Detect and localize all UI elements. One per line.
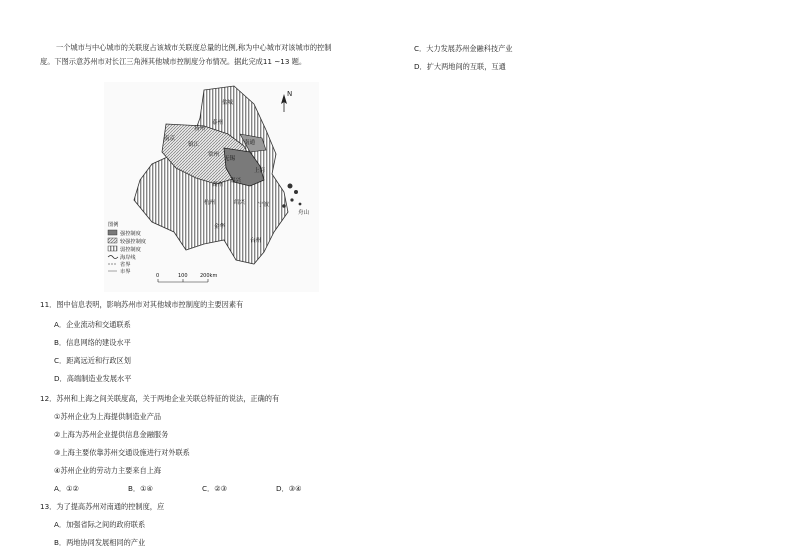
intro-line-2: 度。下图示意苏州市对长江三角洲其他城市控制度分布情况。据此完成11 ~13 题。 bbox=[40, 57, 307, 66]
q13-option-c: C．大力发展苏州金融科技产业 bbox=[414, 44, 513, 53]
q12-statement-4: ④苏州企业的劳动力主要来自上海 bbox=[54, 466, 162, 475]
legend-item: 较强控制度 bbox=[120, 239, 146, 245]
q12-choice-d: D．③④ bbox=[276, 484, 302, 493]
q11-option-a: A．企业流动和交通联系 bbox=[54, 320, 131, 329]
city-label: 绍兴 bbox=[234, 200, 246, 206]
q11-stem: 11．图中信息表明，影响苏州市对其他城市控制度的主要因素有 bbox=[40, 300, 244, 309]
legend-title: 图例 bbox=[108, 222, 119, 228]
q13-stem: 13．为了提高苏州对南通的控制度，应 bbox=[40, 502, 165, 511]
city-label: 镇江 bbox=[188, 142, 200, 148]
city-label: 嘉兴 bbox=[230, 178, 242, 184]
city-label: 上海 bbox=[254, 168, 266, 174]
city-label: 泰州 bbox=[212, 120, 224, 126]
q11-option-d: D．高端制造业发展水平 bbox=[54, 374, 132, 383]
city-label: 南通 bbox=[244, 140, 256, 146]
svg-text:100: 100 bbox=[178, 273, 188, 279]
intro-line-1: 一个城市与中心城市的关联度占该城市关联度总量的比例,称为中心城市对该城市的控制 bbox=[56, 43, 332, 52]
legend-item: 市界 bbox=[120, 269, 131, 275]
q13-option-d: D．扩大两地间的互联，互通 bbox=[414, 62, 506, 71]
q12-statement-2: ②上海为苏州企业提供信息金融服务 bbox=[54, 430, 169, 439]
q12-statement-1: ①苏州企业为上海提供制造业产品 bbox=[54, 412, 162, 421]
q12-choice-a: A．①② bbox=[54, 484, 79, 493]
city-label: 宁波 bbox=[258, 202, 270, 208]
q13-option-a: A．加强省际之间的政府联系 bbox=[54, 520, 146, 529]
yangtze-delta-map bbox=[104, 82, 319, 292]
legend-item: 弱控制度 bbox=[120, 247, 141, 253]
q12-stem: 12．苏州和上海之间关联度高，关于两地企业关联总特征的说法，正确的有 bbox=[40, 394, 280, 403]
city-label: 台州 bbox=[250, 238, 262, 244]
city-label: 湖州 bbox=[212, 182, 224, 188]
legend-item: 海岸线 bbox=[120, 255, 136, 261]
legend-item: 强控制度 bbox=[120, 231, 141, 237]
q12-choice-b: B．①④ bbox=[128, 484, 154, 493]
city-label: 盐城 bbox=[222, 100, 234, 106]
north-label: N bbox=[287, 90, 293, 98]
q11-option-c: C．距离远近和行政区划 bbox=[54, 356, 131, 365]
city-label: 无锡 bbox=[224, 156, 236, 162]
legend-item: 省界 bbox=[120, 262, 131, 268]
intro-paragraph bbox=[40, 41, 380, 69]
city-label: 舟山 bbox=[298, 210, 310, 216]
svg-text:0: 0 bbox=[156, 273, 160, 279]
city-label: 杭州 bbox=[204, 200, 216, 206]
svg-text:200km: 200km bbox=[200, 273, 218, 279]
q12-statement-3: ③上海主要依靠苏州交通设施进行对外联系 bbox=[54, 448, 190, 457]
city-label: 南京 bbox=[164, 136, 176, 142]
city-label: 金华 bbox=[214, 224, 226, 230]
city-label: 扬州 bbox=[194, 126, 206, 132]
q11-option-b: B．信息网络的建设水平 bbox=[54, 338, 131, 347]
q12-choice-c: C．②③ bbox=[202, 484, 228, 493]
city-label: 常州 bbox=[208, 152, 220, 158]
q13-option-b: B．两地协同发展相同的产业 bbox=[54, 538, 146, 547]
